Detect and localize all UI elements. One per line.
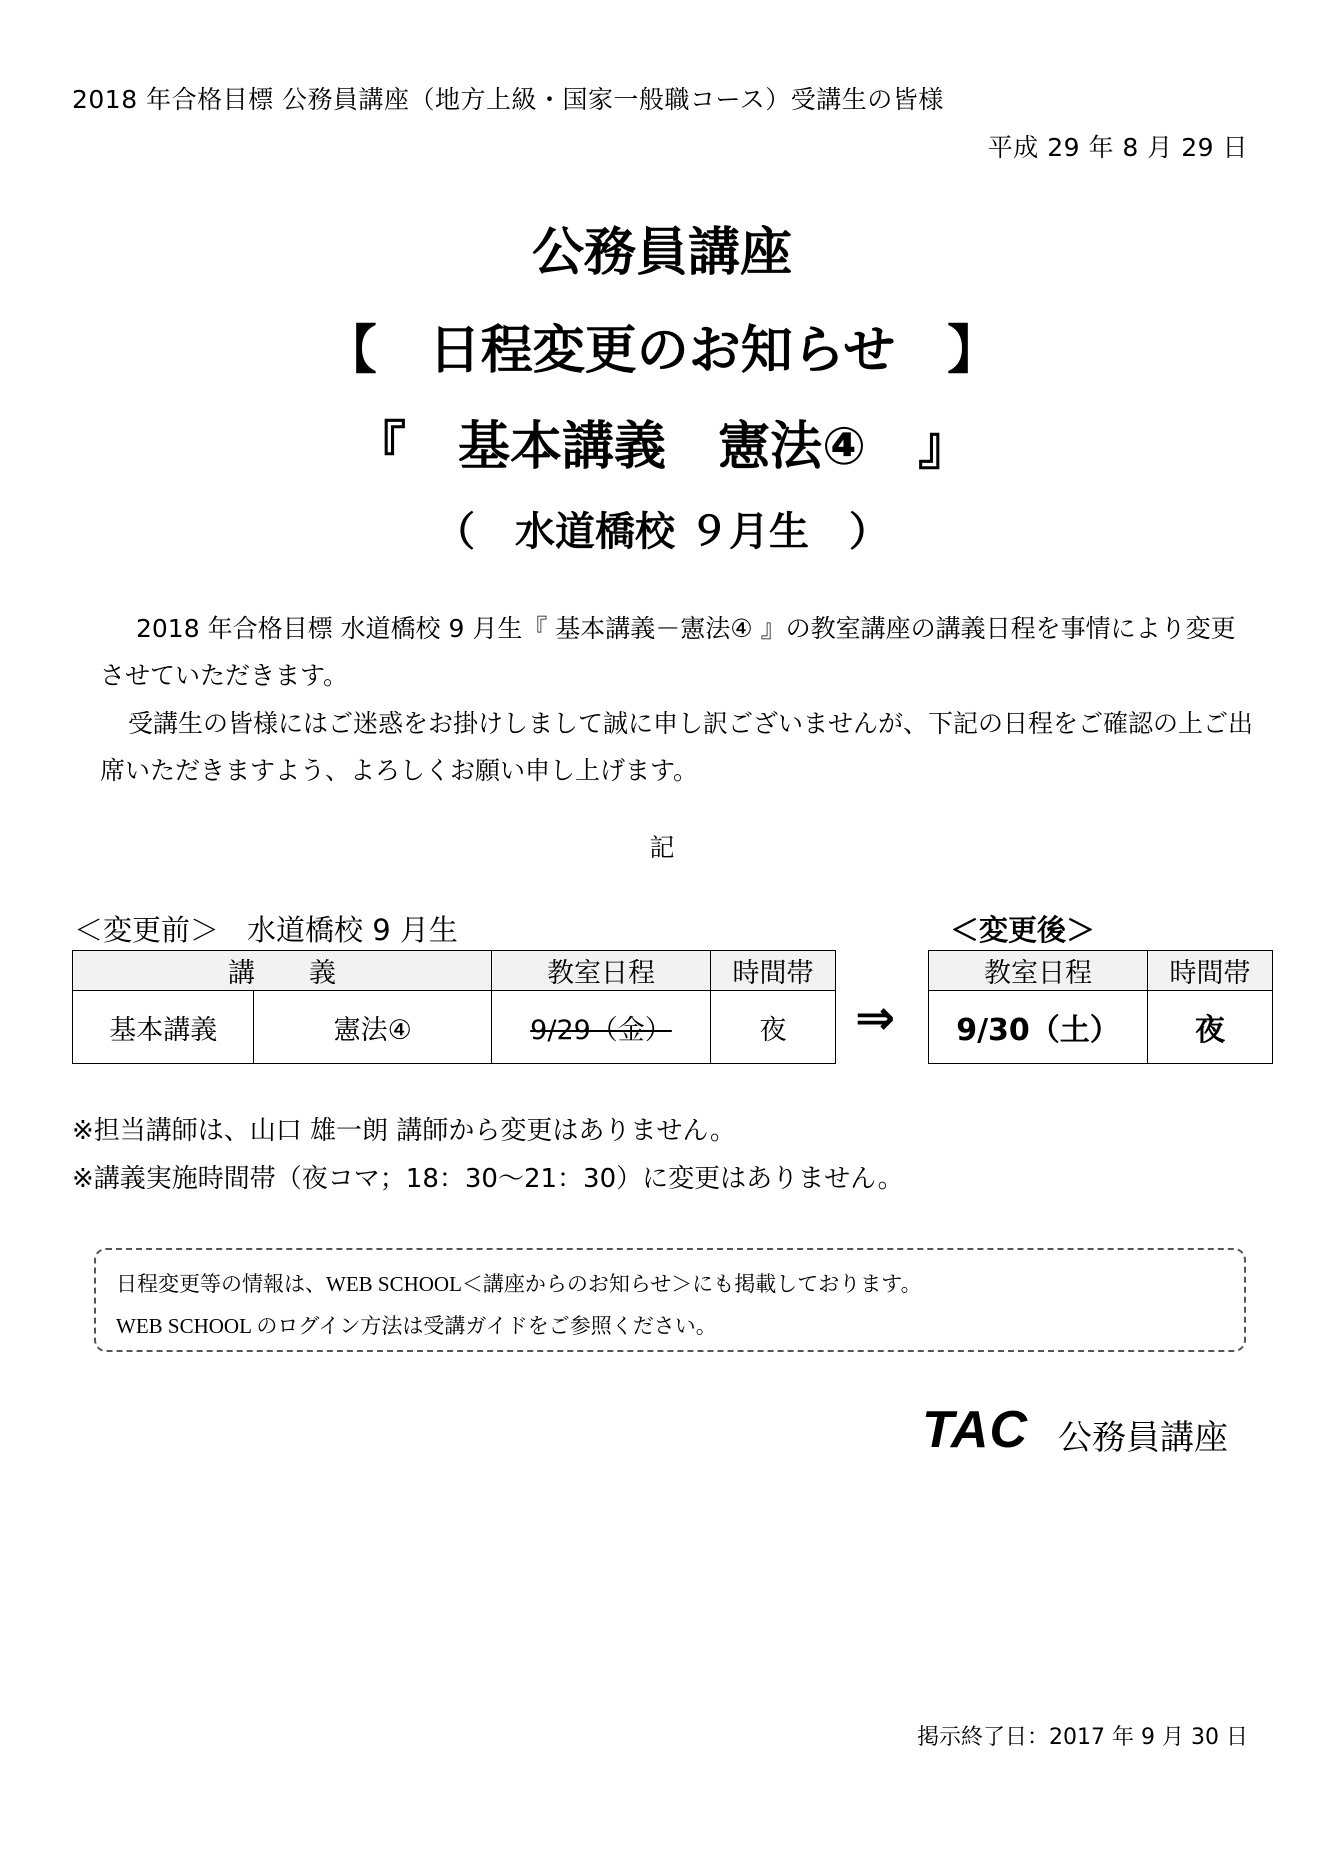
header-date: 教室日程 (492, 951, 711, 991)
cell-course: 基本講義 (73, 991, 254, 1064)
title-notice: 【 日程変更のお知らせ 】 (324, 321, 1000, 381)
arrow-icon: ⇒ (855, 990, 896, 1046)
info-line-2: WEB SCHOOL のログイン方法は受講ガイドをご参照ください。 (116, 1314, 717, 1338)
recipient-line: 2018 年合格目標 公務員講座（地方上級・国家一般職コース）受講生の皆様 (72, 85, 944, 114)
header-date: 教室日程 (929, 951, 1148, 991)
table-header-row (929, 951, 1273, 991)
note-time: ※講義実施時間帯（夜コマ；18：30～21：30）に変更はありません。 (72, 1164, 904, 1194)
body-paragraph-1: 2018 年合格目標 水道橋校 9 月生『 基本講義－憲法④ 』の教室講座の講義日程を事情により変更させていただきます。 (100, 614, 1236, 690)
cell-old-time: 夜 (711, 991, 836, 1064)
info-line-1: 日程変更等の情報は、WEB SCHOOL＜講座からのお知らせ＞にも掲載しております。 (116, 1272, 922, 1296)
after-schedule-table (928, 950, 1273, 1064)
before-label-text: ＜変更前＞ (74, 913, 220, 947)
ki-mark: 記 (649, 833, 675, 862)
info-box (94, 1248, 1246, 1352)
cell-subject: 憲法④ (254, 991, 492, 1064)
body-paragraph-2: 受講生の皆様にはご迷惑をお掛けしまして誠に申し訳ございませんが、下記の日程をご確認の上ご出席いただきますよう、よろしくお願い申し上げます。 (100, 709, 1254, 785)
posting-end-date: 掲示終了日：2017 年 9 月 30 日 (917, 1725, 1248, 1750)
title-lecture: 『 基本講義 憲法④ 』 (353, 417, 971, 477)
cell-old-date: 9/29（金） (492, 991, 711, 1064)
cell-new-date: 9/30（土） (929, 991, 1148, 1064)
header-time: 時間帯 (711, 951, 836, 991)
title-school: （ 水道橋校 ９月生 ） (435, 509, 889, 555)
title-course: 公務員講座 (531, 223, 792, 283)
after-label: ＜変更後＞ (950, 913, 1096, 947)
cell-new-time: 夜 (1148, 991, 1273, 1064)
before-label (74, 908, 458, 949)
issue-date: 平成 29 年 8 月 29 日 (987, 133, 1248, 162)
table-header-row (73, 951, 836, 991)
header-time: 時間帯 (1148, 951, 1273, 991)
table-row (929, 991, 1273, 1064)
tac-logo: TAC (922, 1401, 1029, 1459)
table-row (73, 991, 836, 1064)
before-schedule-table (72, 950, 836, 1064)
before-school: 水道橋校 9 月生 (247, 913, 458, 947)
header-lecture: 講 義 (73, 951, 492, 991)
note-instructor: ※担当講師は、山口 雄一朗 講師から変更はありません。 (72, 1116, 736, 1146)
logo-caption: 公務員講座 (1058, 1418, 1228, 1458)
